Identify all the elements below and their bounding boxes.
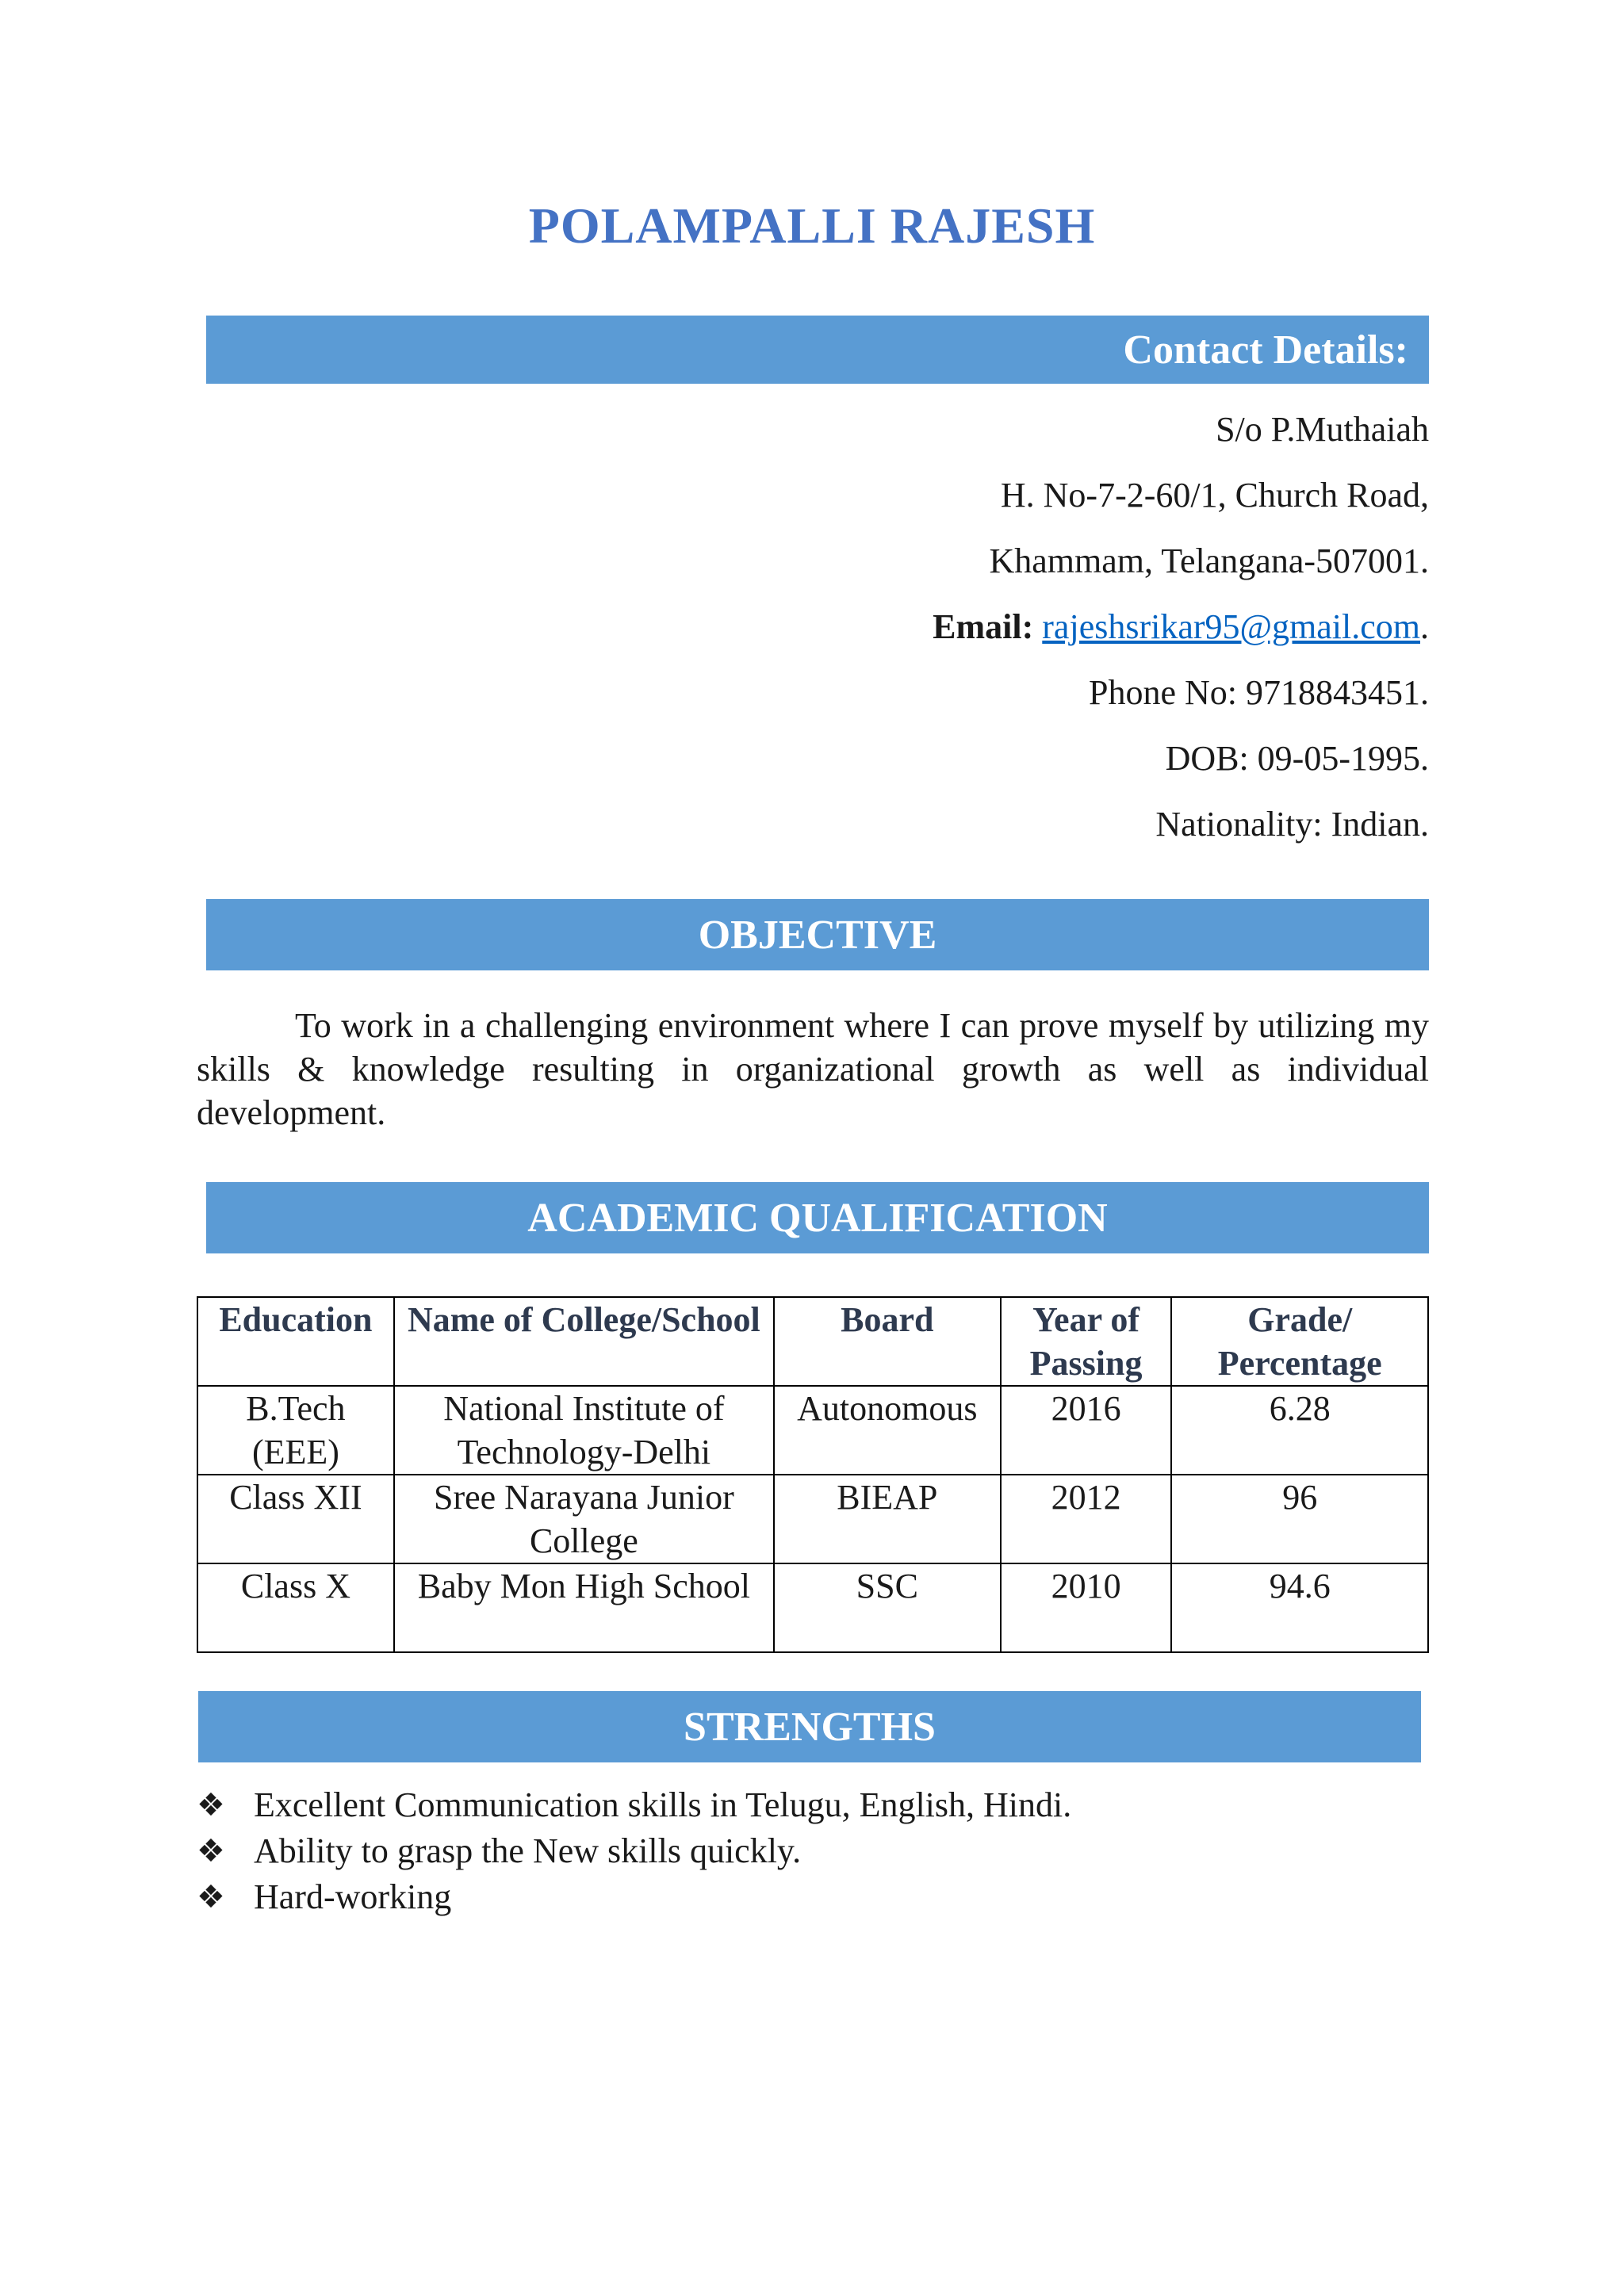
list-item <box>197 1782 1071 1828</box>
contact-address-line-2: Khammam, Telangana-507001. <box>989 541 1429 580</box>
contact-dob: DOB: 09-05-1995. <box>1165 739 1429 778</box>
cell-grade: 94.6 <box>1171 1563 1428 1652</box>
cell-board: SSC <box>774 1563 1001 1652</box>
cell-college: Sree Narayana Junior College <box>394 1475 774 1563</box>
contact-block <box>477 396 1429 857</box>
objective-heading <box>206 899 1429 970</box>
academic-table <box>197 1296 1429 1653</box>
column-header-year: Year of Passing <box>1001 1297 1172 1386</box>
strengths-list <box>197 1782 1071 1920</box>
list-item <box>197 1874 1071 1920</box>
cell-education: B.Tech (EEE) <box>197 1386 394 1475</box>
column-header-board: Board <box>774 1297 1001 1386</box>
academic-heading-label: ACADEMIC QUALIFICATION <box>527 1195 1108 1241</box>
diamond-bullet-icon: ❖ <box>197 1879 225 1915</box>
column-header-grade: Grade/ Percentage <box>1171 1297 1428 1386</box>
email-link[interactable]: rajeshsrikar95@gmail.com <box>1042 607 1420 646</box>
objective-text: To work in a challenging environment where I can prove myself by utilizing my skills & knowledge resulting in organizational growth as well as individual development. <box>197 1006 1429 1132</box>
contact-phone: Phone No: 9718843451. <box>1089 673 1429 712</box>
contact-nationality: Nationality: Indian. <box>1155 805 1429 844</box>
table-row <box>197 1475 1428 1563</box>
diamond-bullet-icon: ❖ <box>197 1833 225 1869</box>
email-suffix: . <box>1420 607 1429 646</box>
contact-address-line-1: H. No-7-2-60/1, Church Road, <box>1000 476 1429 515</box>
diamond-bullet-icon: ❖ <box>197 1787 225 1823</box>
cell-board: Autonomous <box>774 1386 1001 1475</box>
cell-college: Baby Mon High School <box>394 1563 774 1652</box>
cell-board: BIEAP <box>774 1475 1001 1563</box>
objective-heading-label: OBJECTIVE <box>698 912 937 958</box>
cell-grade: 6.28 <box>1171 1386 1428 1475</box>
strengths-heading <box>198 1691 1421 1762</box>
cell-grade: 96 <box>1171 1475 1428 1563</box>
resume-name: POLAMPALLI RAJESH <box>528 197 1096 254</box>
table-row <box>197 1386 1428 1475</box>
cell-education: Class XII <box>197 1475 394 1563</box>
contact-heading-label: Contact Details: <box>1123 327 1408 373</box>
cell-year: 2016 <box>1001 1386 1172 1475</box>
table-header-row <box>197 1297 1428 1386</box>
strength-text: Excellent Communication skills in Telugu, English, Hindi. <box>254 1785 1072 1824</box>
strengths-heading-label: STRENGTHS <box>684 1704 936 1750</box>
cell-year: 2012 <box>1001 1475 1172 1563</box>
list-item <box>197 1828 1071 1874</box>
strength-text: Ability to grasp the New skills quickly. <box>254 1831 802 1870</box>
column-header-education: Education <box>197 1297 394 1386</box>
cell-year: 2010 <box>1001 1563 1172 1652</box>
academic-heading <box>206 1182 1429 1253</box>
table-row <box>197 1563 1428 1652</box>
email-label: Email: <box>933 607 1034 646</box>
strength-text: Hard-working <box>254 1877 452 1916</box>
cell-education: Class X <box>197 1563 394 1652</box>
column-header-college: Name of College/School <box>394 1297 774 1386</box>
contact-email-line <box>477 594 1429 660</box>
contact-parent: S/o P.Muthaiah <box>1216 410 1429 449</box>
contact-details-heading <box>206 316 1429 384</box>
cell-college: National Institute of Technology-Delhi <box>394 1386 774 1475</box>
